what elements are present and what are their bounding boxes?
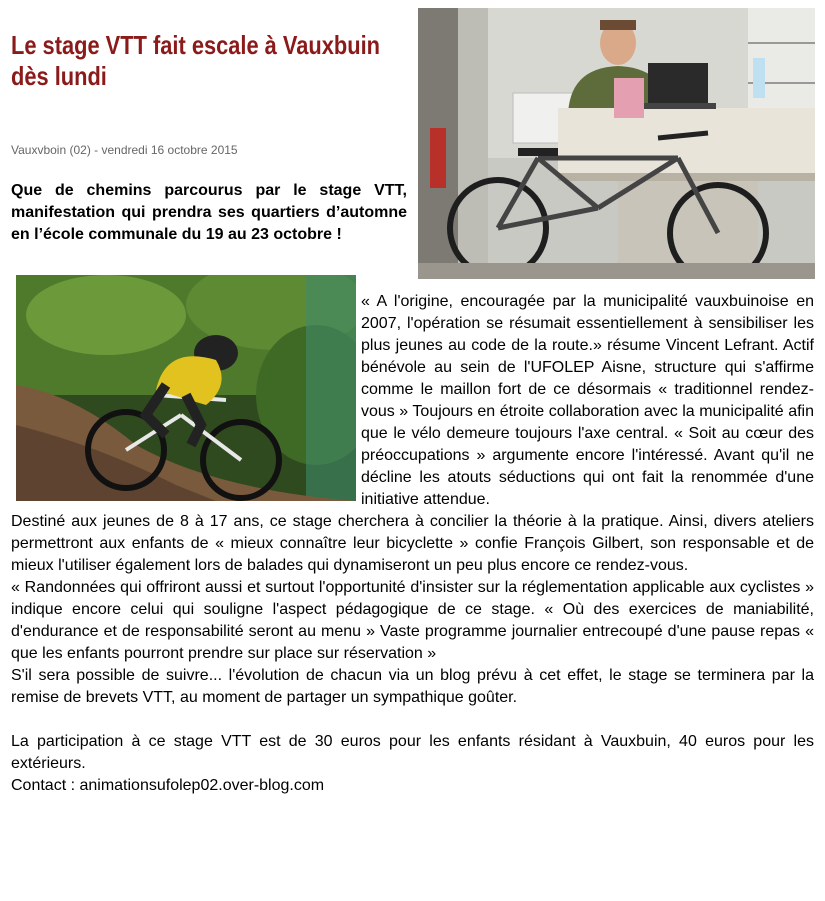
image-spacer: [11, 291, 361, 511]
article-contact: Contact : animationsufolep02.over-blog.com: [11, 777, 325, 794]
article-body: [11, 291, 814, 797]
article-paragraph-4: S'il sera possible de suivre... l'évolution de chacun via un blog prévu à cet effet, le stage se terminera par la remise de brevets VTT, au moment de partager un sympathique goûter.: [11, 667, 814, 706]
article-paragraph-1: « A l'origine, encouragée par la municipalité vauxbuinoise en 2007, l'opération se résumait essentiellement à sensibiliser les plus jeunes au code de la route.» résume Vincent Lefrant. Actif bénévole au sein de l'UFOLEP Aisne, structure qui s'affirme comme le maillon fort de ce désormais « traditionnel rendez-vous » Toujours en étroite collaboration avec la municipalité afin que le vélo demeure toujours l'axe central. « Soit au cœur des préoccupations » argumente encore l'intéressé. Avant qu'il ne décline les atouts séductions qui ont fait la renommée d'une initiative attendue.: [361, 293, 814, 508]
article-price: La participation à ce stage VTT est de 30 euros pour les enfants résidant à Vauxbuin, 40 euros pour les extérieurs.: [11, 733, 814, 772]
article-title: Le stage VTT fait escale à Vauxbuin dès lundi: [11, 30, 380, 91]
photo-office-bicycle: [418, 8, 815, 279]
article-paragraph-3: « Randonnées qui offriront aussi et surtout l'opportunité d'insister sur la réglementation applicable aux cyclistes » indique encore celui qui souligne l'aspect pédagogique de ce stage. « Où des exercices de maniabilité, d'endurance et de responsabilité seront au menu » Vaste programme journalier entrecoupé d'une pause repas « que les enfants pourront prendre sur place sur réservation »: [11, 579, 814, 662]
article-lead: Que de chemins parcourus par le stage VTT, manifestation qui prendra ses quartiers d’automne en l’école communale du 19 au 23 octobre !: [11, 182, 407, 243]
article-paragraph-2: Destiné aux jeunes de 8 à 17 ans, ce stage cherchera à concilier la théorie à la pratique. Ainsi, divers ateliers permettront aux enfants de « mieux connaître leur bicyclette » confie François Gilbert, son responsable et de mieux l'utiliser également lors de balades qui dynamiseront un peu plus encore ce rendez-vous.: [11, 513, 814, 574]
article-meta: Vauxvboin (02) - vendredi 16 octobre 2015: [11, 143, 238, 157]
